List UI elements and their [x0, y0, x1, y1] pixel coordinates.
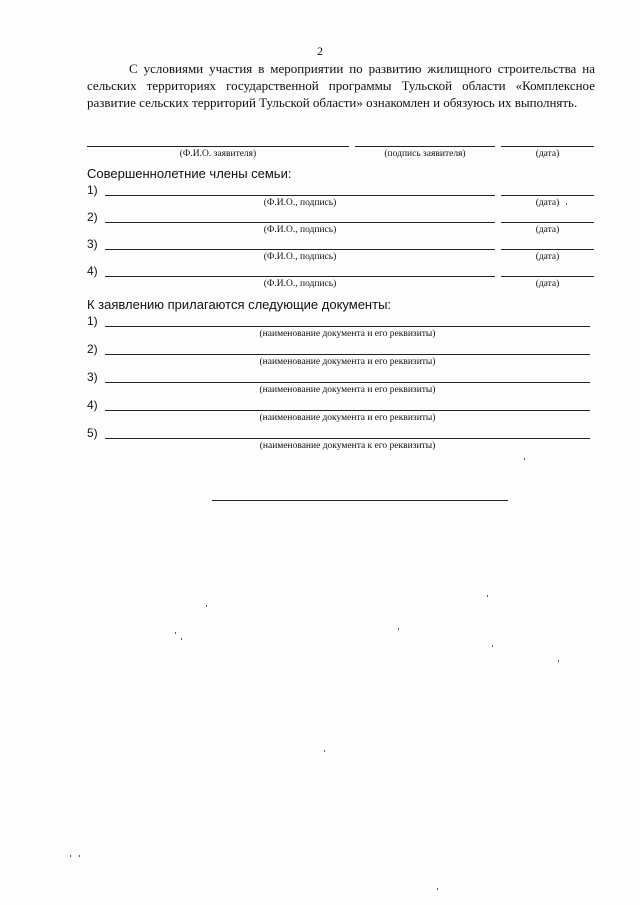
applicant-date-caption: (дата): [535, 149, 560, 159]
family-date-caption: (дата): [535, 198, 560, 208]
family-date-line[interactable]: [501, 195, 594, 196]
scan-speck: [181, 638, 182, 640]
scan-speck: [79, 855, 80, 857]
document-name-line[interactable]: [105, 382, 590, 383]
document-row-number: 5): [87, 426, 98, 440]
scan-speck: [324, 750, 325, 752]
scan-speck: [558, 660, 559, 662]
family-date-line[interactable]: [501, 222, 594, 223]
family-date-caption: (дата): [535, 252, 560, 262]
document-row-number: 4): [87, 398, 98, 412]
document-name-caption: (наименование документа к его реквизиты): [259, 441, 436, 451]
document-name-line[interactable]: [105, 326, 590, 327]
family-date-caption: (дата): [535, 279, 560, 289]
scan-speck: [487, 595, 488, 597]
document-name-line[interactable]: [105, 438, 590, 439]
document-row-number: 1): [87, 314, 98, 328]
applicant-fio-caption: (Ф.И.О. заявителя): [179, 149, 257, 159]
applicant-signature-caption: (подпись заявителя): [384, 149, 466, 159]
family-row-number: 2): [87, 210, 98, 224]
document-name-caption: (наименование документа и его реквизиты): [259, 413, 436, 423]
scan-speck: [175, 632, 176, 634]
scan-speck: [437, 888, 438, 890]
family-fio-caption: (Ф.И.О., подпись): [263, 252, 337, 262]
document-row-number: 2): [87, 342, 98, 356]
family-date-line[interactable]: [501, 249, 594, 250]
family-fio-caption: (Ф.И.О., подпись): [263, 225, 337, 235]
family-fio-caption: (Ф.И.О., подпись): [263, 279, 337, 289]
scan-speck: [492, 645, 493, 647]
document-name-caption: (наименование документа и его реквизиты): [259, 329, 436, 339]
document-name-caption: (наименование документа и его реквизиты): [259, 385, 436, 395]
scan-speck: [70, 855, 71, 857]
scan-speck: [524, 458, 525, 460]
family-row-number: 4): [87, 264, 98, 278]
applicant-fio-line[interactable]: [87, 146, 349, 147]
family-heading: Совершеннолетние члены семьи:: [87, 166, 292, 181]
intro-paragraph: С условиями участия в мероприятии по развитию жилищного строительства на сельских территориях государственной программы Тульской области «Комплексное развитие сельских территорий Тульской области» ознакомлен и обязуюсь их выполнять.: [87, 61, 595, 110]
family-fio-line[interactable]: [105, 222, 495, 223]
scan-speck: [566, 203, 567, 205]
family-date-caption: (дата): [535, 225, 560, 235]
document-name-line[interactable]: [105, 354, 590, 355]
documents-heading: К заявлению прилагаются следующие документы:: [87, 297, 392, 312]
document-name-caption: (наименование документа и его реквизиты): [259, 357, 436, 367]
applicant-signature-line[interactable]: [355, 146, 495, 147]
page-number: 2: [317, 44, 323, 58]
scan-speck: [206, 605, 207, 607]
family-date-line[interactable]: [501, 276, 594, 277]
scan-speck: [398, 628, 399, 630]
document-name-line[interactable]: [105, 410, 590, 411]
family-row-number: 3): [87, 237, 98, 251]
applicant-date-line[interactable]: [501, 146, 594, 147]
document-row-number: 3): [87, 370, 98, 384]
family-row-number: 1): [87, 183, 98, 197]
family-fio-line[interactable]: [105, 249, 495, 250]
family-fio-caption: (Ф.И.О., подпись): [263, 198, 337, 208]
family-fio-line[interactable]: [105, 195, 495, 196]
family-fio-line[interactable]: [105, 276, 495, 277]
closing-separator-line: [212, 500, 508, 501]
